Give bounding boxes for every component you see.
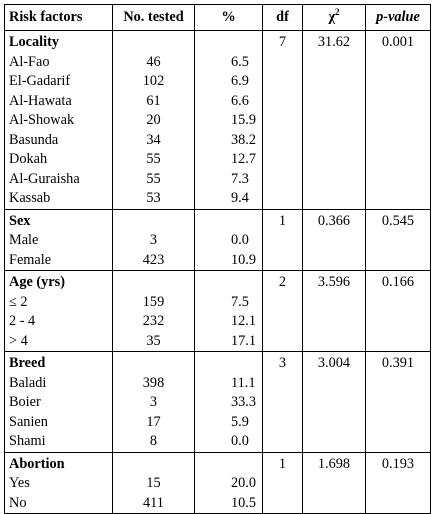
group-header-row [5, 31, 431, 53]
row-no-tested: 20 [113, 111, 195, 131]
df-value: 1 [263, 209, 303, 271]
row-label: Al-Fao [5, 53, 113, 73]
chi-square-value: 3.004 [303, 352, 366, 453]
empty-cell [195, 271, 263, 293]
row-label: Basunda [5, 131, 113, 151]
group-sex [5, 209, 431, 271]
group-title: Sex [5, 209, 113, 231]
empty-cell [113, 452, 195, 474]
row-label: El-Gadarif [5, 72, 113, 92]
group-header-row [5, 271, 431, 293]
row-no-tested: 159 [113, 293, 195, 313]
header-no-tested: No. tested [113, 5, 195, 31]
group-title: Locality [5, 31, 113, 53]
row-no-tested: 35 [113, 332, 195, 352]
group-age-yrs [5, 271, 431, 352]
row-percent: 5.9 [195, 413, 263, 433]
chi-superscript: 2 [335, 7, 340, 18]
row-label: Male [5, 231, 113, 251]
header-percent: % [195, 5, 263, 31]
row-label: Boier [5, 393, 113, 413]
p-value: 0.545 [366, 209, 431, 271]
header-chi-square [303, 5, 366, 31]
df-value: 7 [263, 31, 303, 210]
row-percent: 15.9 [195, 111, 263, 131]
row-percent: 6.6 [195, 92, 263, 112]
row-percent: 12.7 [195, 150, 263, 170]
empty-cell [113, 271, 195, 293]
header-row [5, 5, 431, 31]
row-percent: 33.3 [195, 393, 263, 413]
chi-square-value: 1.698 [303, 452, 366, 514]
row-percent: 20.0 [195, 474, 263, 494]
group-breed [5, 352, 431, 453]
row-no-tested: 3 [113, 231, 195, 251]
group-title: Breed [5, 352, 113, 374]
row-percent: 6.9 [195, 72, 263, 92]
row-label: > 4 [5, 332, 113, 352]
chi-symbol: χ [328, 9, 336, 25]
group-title: Abortion [5, 452, 113, 474]
row-label: Yes [5, 474, 113, 494]
row-no-tested: 55 [113, 170, 195, 190]
group-header-row [5, 452, 431, 474]
p-value: 0.193 [366, 452, 431, 514]
chi-square-value: 0.366 [303, 209, 366, 271]
row-no-tested: 411 [113, 494, 195, 514]
group-header-row [5, 209, 431, 231]
row-no-tested: 232 [113, 312, 195, 332]
empty-cell [195, 31, 263, 53]
df-value: 3 [263, 352, 303, 453]
row-no-tested: 34 [113, 131, 195, 151]
row-label: Dokah [5, 150, 113, 170]
empty-cell [195, 352, 263, 374]
row-percent: 38.2 [195, 131, 263, 151]
row-label: Al-Hawata [5, 92, 113, 112]
group-abortion [5, 452, 431, 514]
chi-square-value: 3.596 [303, 271, 366, 352]
row-percent: 7.5 [195, 293, 263, 313]
row-percent: 10.9 [195, 251, 263, 271]
row-no-tested: 46 [113, 53, 195, 73]
row-no-tested: 61 [113, 92, 195, 112]
row-no-tested: 55 [113, 150, 195, 170]
row-no-tested: 8 [113, 432, 195, 452]
row-no-tested: 423 [113, 251, 195, 271]
row-no-tested: 15 [113, 474, 195, 494]
row-percent: 0.0 [195, 231, 263, 251]
group-locality [5, 31, 431, 210]
risk-factors-table [4, 4, 431, 514]
row-no-tested: 17 [113, 413, 195, 433]
table-header [5, 5, 431, 31]
group-title: Age (yrs) [5, 271, 113, 293]
empty-cell [195, 452, 263, 474]
row-label: Female [5, 251, 113, 271]
row-no-tested: 53 [113, 189, 195, 209]
row-percent: 11.1 [195, 374, 263, 394]
row-percent: 6.5 [195, 53, 263, 73]
row-percent: 7.3 [195, 170, 263, 190]
row-label: No [5, 494, 113, 514]
row-percent: 9.4 [195, 189, 263, 209]
row-label: 2 - 4 [5, 312, 113, 332]
p-value: 0.001 [366, 31, 431, 210]
row-label: Al-Guraisha [5, 170, 113, 190]
row-percent: 17.1 [195, 332, 263, 352]
row-label: Sanien [5, 413, 113, 433]
empty-cell [113, 209, 195, 231]
chi-square-value: 31.62 [303, 31, 366, 210]
header-df: df [263, 5, 303, 31]
df-value: 2 [263, 271, 303, 352]
row-percent: 12.1 [195, 312, 263, 332]
row-no-tested: 398 [113, 374, 195, 394]
group-header-row [5, 352, 431, 374]
row-label: ≤ 2 [5, 293, 113, 313]
empty-cell [113, 352, 195, 374]
df-value: 1 [263, 452, 303, 514]
row-percent: 0.0 [195, 432, 263, 452]
row-label: Shami [5, 432, 113, 452]
p-value: 0.166 [366, 271, 431, 352]
row-label: Kassab [5, 189, 113, 209]
row-no-tested: 3 [113, 393, 195, 413]
row-label: Baladi [5, 374, 113, 394]
p-value: 0.391 [366, 352, 431, 453]
empty-cell [195, 209, 263, 231]
row-no-tested: 102 [113, 72, 195, 92]
row-percent: 10.5 [195, 494, 263, 514]
empty-cell [113, 31, 195, 53]
header-risk-factors: Risk factors [5, 5, 113, 31]
header-p-value: p-value [366, 5, 431, 31]
row-label: Al-Showak [5, 111, 113, 131]
